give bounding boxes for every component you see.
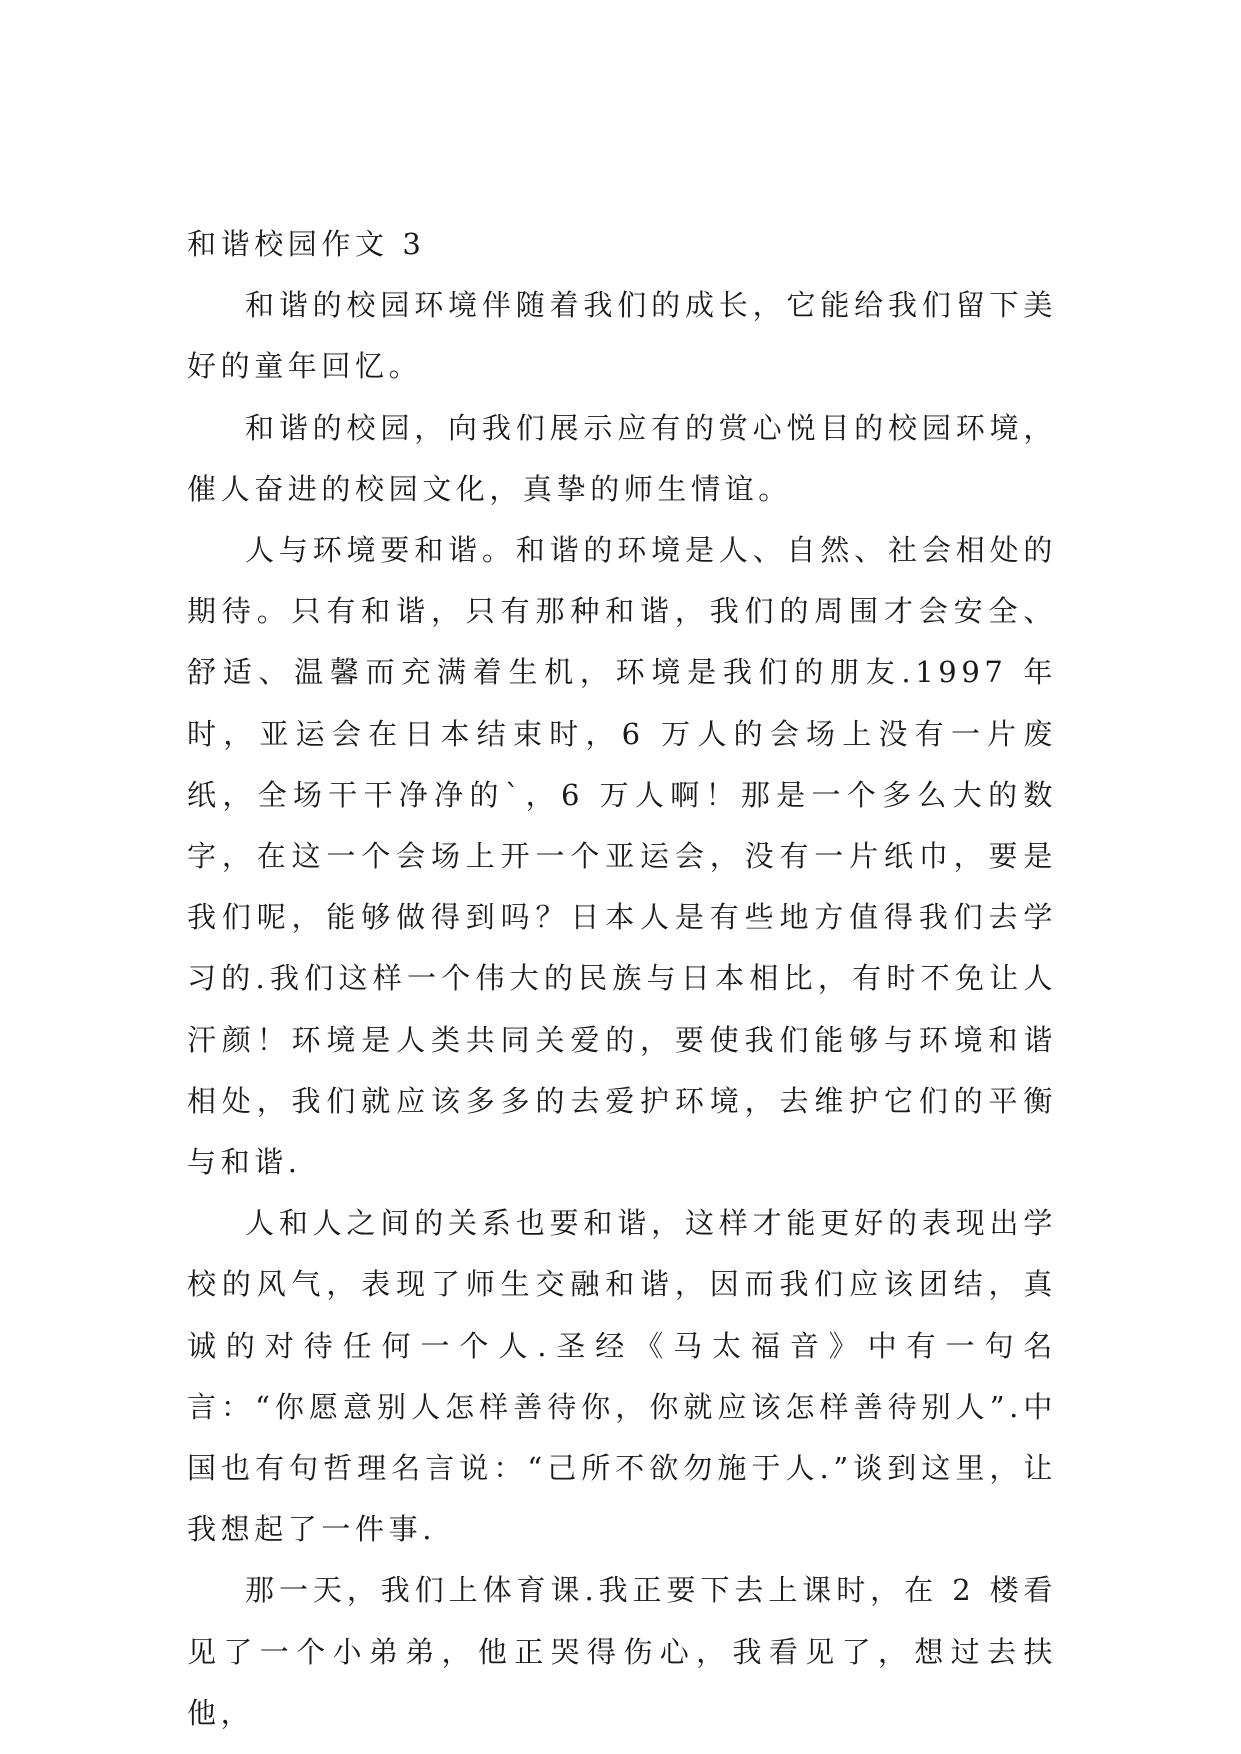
paragraph: 人和人之间的关系也要和谐，这样才能更好的表现出学校的风气，表现了师生交融和谐，因而我们应该团结，真诚的对待任何一个人.圣经《马太福音》中有一句名言：“你愿意别人怎样善待你，你就应该怎样善待别人”.中国也有句哲理名言说：“己所不欲勿施于人.”谈到这里，让我想起了一件事.: [187, 1206, 1057, 1547]
paragraph: 和谐的校园，向我们展示应有的赏心悦目的校园环境，催人奋进的校园文化，真挚的师生情谊。: [187, 410, 1057, 506]
paragraph: 那一天，我们上体育课.我正要下去上课时，在 2 楼看见了一个小弟弟，他正哭得伤心，我看见了，想过去扶他，: [187, 1573, 1057, 1730]
paragraph: 人与环境要和谐。和谐的环境是人、自然、社会相处的期待。只有和谐，只有那种和谐，我们的周围才会安全、舒适、温馨而充满着生机，环境是我们的朋友.1997 年时，亚运会在日本结束时，6 万人的会场上没有一片废纸，全场干干净净的`，6 万人啊！那是一个多么大的数字，在这一个会场上开一个亚运会，没有一片纸巾，要是我们呢，能够做得到吗？日本人是有些地方值得我们去学习的.我们这样一个伟大的民族与日本相比，有时不免让人汗颜！环境是人类共同关爱的，要使我们能够与环境和谐相处，我们就应该多多的去爱护环境，去维护它们的平衡与和谐.: [187, 533, 1057, 1180]
paragraph: 和谐的校园环境伴随着我们的成长，它能给我们留下美好的童年回忆。: [187, 288, 1057, 384]
essay-body: [187, 214, 1057, 1744]
essay-title: 和谐校园作文 3: [187, 227, 426, 261]
